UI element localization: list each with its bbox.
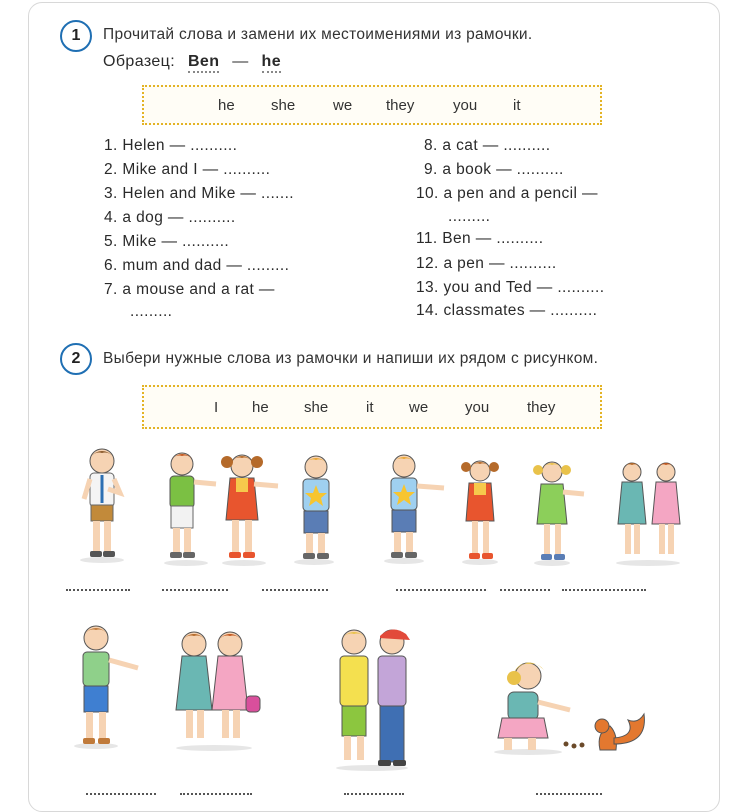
pronoun-box-1 (142, 85, 602, 125)
pronoun-he: he (218, 96, 235, 114)
answer-blank-1[interactable] (66, 589, 130, 591)
boy-pointing-right-icon (292, 453, 340, 565)
pronoun-he: he (252, 398, 269, 416)
task-1-instruction: Прочитай слова и замени их местоимениями из рамочки. (103, 26, 533, 43)
boy-pointing-at-girl-icon (158, 448, 218, 566)
example-label: Образец: (103, 53, 176, 70)
girl-pointing-away-icon (530, 458, 586, 566)
exercise-item-7: 7. a mouse and a rat — (104, 281, 275, 298)
pronoun-we: we (333, 96, 353, 114)
example-answer: he (262, 53, 281, 73)
answer-blank-7[interactable] (86, 793, 156, 795)
boy-pointing-at-self-icon (72, 443, 132, 563)
example-line (103, 53, 281, 71)
example-dash: — (232, 53, 249, 70)
exercise-item-2: 2. Mike and I — .......... (104, 161, 271, 178)
pronoun-you: you (453, 96, 478, 114)
pronoun-they: they (386, 96, 415, 114)
task-2-number: 2 (60, 343, 92, 375)
answer-blank-5[interactable] (500, 589, 550, 591)
answer-blank-4[interactable] (396, 589, 486, 591)
pronoun-it: it (513, 96, 521, 114)
exercise-item-10: 10. a pen and a pencil — (416, 185, 598, 202)
answer-blank-9[interactable] (344, 793, 404, 795)
exercise-item-1: 1. Helen — .......... (104, 137, 238, 154)
exercise-item-6: 6. mum and dad — ......... (104, 257, 290, 274)
exercise-item-7-blank: ......... (130, 303, 173, 320)
pronoun-box-2 (142, 385, 602, 429)
pronoun-i: I (214, 398, 219, 416)
girl-pointing-at-boy-icon (218, 448, 280, 566)
answer-blank-3[interactable] (262, 589, 328, 591)
task-1-number: 1 (60, 20, 92, 52)
exercise-item-10-blank: ......... (448, 208, 491, 225)
pronoun-it: it (366, 398, 374, 416)
boy-pointing-icon (380, 452, 446, 564)
answer-blank-8[interactable] (180, 793, 252, 795)
two-girls-icon (612, 458, 686, 566)
pronoun-you: you (465, 398, 490, 416)
example-word: Ben (188, 53, 219, 73)
pronoun-she: she (304, 398, 329, 416)
two-girls-talking-icon (168, 626, 262, 752)
exercise-item-14: 14. classmates — .......... (416, 302, 598, 319)
pronoun-we: we (409, 398, 429, 416)
girl-pointing-at-squirrel-icon (488, 654, 668, 764)
answer-blank-2[interactable] (162, 589, 228, 591)
two-boys-icon (330, 622, 416, 772)
exercise-item-3: 3. Helen and Mike — ....... (104, 185, 294, 202)
exercise-item-12: 12. a pen — .......... (416, 255, 557, 272)
exercise-item-4: 4. a dog — .......... (104, 209, 236, 226)
pronoun-they: they (527, 398, 556, 416)
exercise-item-8: 8. a cat — .......... (424, 137, 551, 154)
boy-pointing-icon (66, 622, 140, 750)
exercise-item-13: 13. you and Ted — .......... (416, 279, 605, 296)
exercise-item-5: 5. Mike — .......... (104, 233, 230, 250)
exercise-item-11: 11. Ben — .......... (416, 230, 544, 247)
task-2-instruction: Выбери нужные слова из рамочки и напиши их рядом с рисунком. (103, 350, 599, 367)
answer-blank-6[interactable] (562, 589, 646, 591)
answer-blank-10[interactable] (536, 793, 602, 795)
pronoun-she: she (271, 96, 296, 114)
girl-pointing-icon (456, 455, 504, 565)
exercise-item-9: 9. a book — .......... (424, 161, 564, 178)
